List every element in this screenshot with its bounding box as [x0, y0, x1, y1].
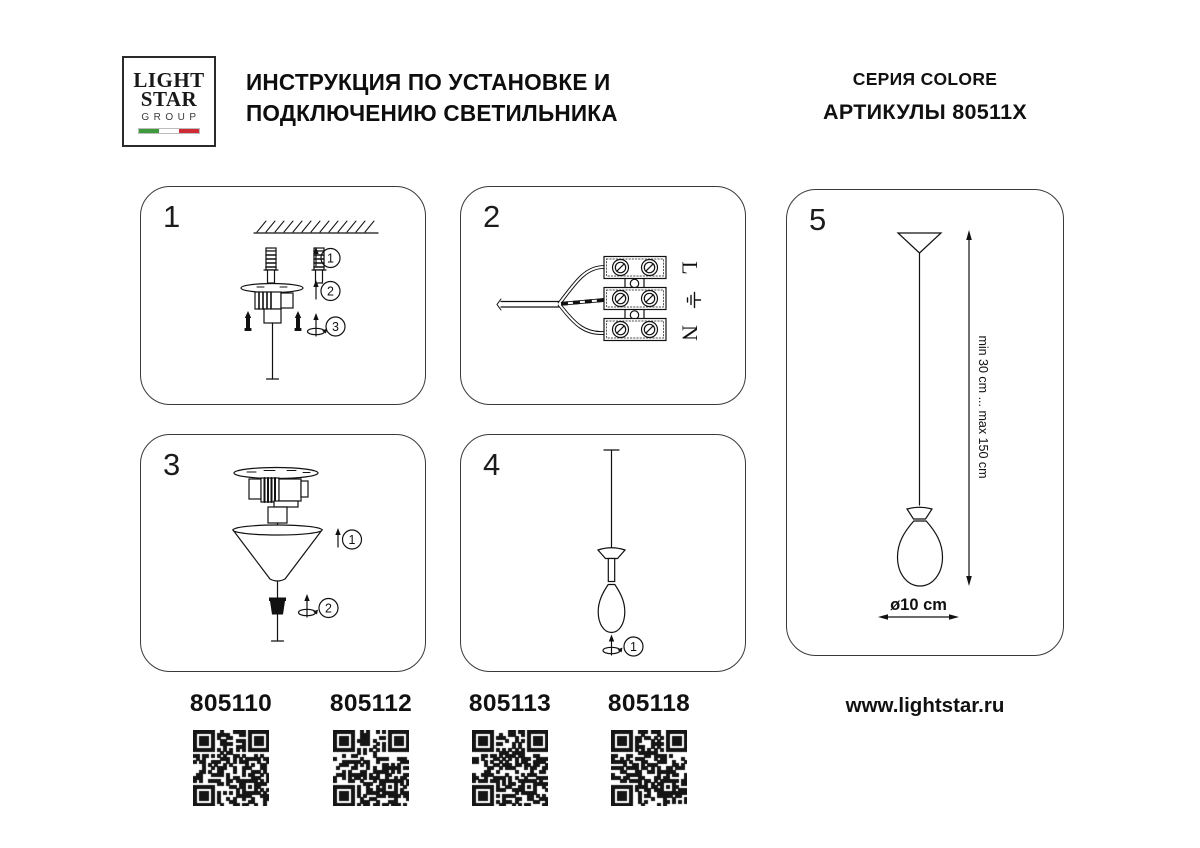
qr-code — [611, 730, 687, 806]
power-cable — [497, 299, 559, 310]
terminal-label-neutral: N — [677, 325, 703, 341]
title-line-2: ПОДКЛЮЧЕНИЮ СВЕТИЛЬНИКА — [246, 100, 618, 126]
article-number: 805112 — [329, 690, 413, 717]
panel-step-3 — [140, 434, 426, 672]
screw-icon — [295, 311, 302, 331]
cord-grip — [269, 598, 286, 615]
step1-diagram — [141, 187, 427, 406]
vertical-dimension-arrow — [966, 230, 972, 586]
ceiling-cone — [898, 233, 941, 253]
step-circle-label: 1 — [630, 640, 637, 654]
logo-star: STAR — [140, 87, 198, 111]
ceiling-hatch — [254, 221, 378, 233]
panel-step-4 — [460, 434, 746, 672]
step5-dimensions-diagram — [787, 190, 1065, 657]
step-number: 2 — [483, 199, 501, 234]
cord-cap — [907, 507, 932, 519]
flag-red — [179, 129, 199, 133]
article-column — [587, 690, 711, 806]
step3-diagram — [141, 435, 427, 673]
suspension-cord — [604, 450, 619, 547]
panel-step-1 — [140, 186, 426, 405]
article-number: 805118 — [607, 690, 691, 717]
drop-shade — [598, 585, 625, 633]
step-circle-label: 2 — [327, 284, 334, 299]
cord-cap — [598, 548, 625, 559]
dowel-anchor-icon — [264, 248, 278, 283]
flag-white — [159, 129, 179, 133]
panel-step-2 — [460, 186, 746, 405]
company-logo — [122, 56, 216, 147]
diameter-dimension-label: ø10 cm — [890, 596, 947, 614]
flag-green — [139, 129, 159, 133]
height-dimension-label: min 30 cm ... max 150 cm — [976, 335, 991, 479]
drop-shade — [898, 521, 943, 586]
article-column — [448, 690, 572, 806]
terminal-label-live: L — [677, 261, 703, 275]
terminal-block — [604, 257, 666, 341]
series-block — [786, 69, 1064, 125]
qr-code — [472, 730, 548, 806]
earth-symbol — [688, 293, 701, 308]
diameter-dimension-arrow — [878, 614, 959, 620]
logo-light: LIGHT — [133, 68, 205, 92]
articles-label: АРТИКУЛЫ 80511X — [823, 100, 1027, 124]
italian-flag-icon — [138, 128, 200, 134]
step-circle-label: 1 — [327, 251, 334, 266]
step-circle-label: 1 — [348, 533, 356, 547]
step4-diagram — [461, 435, 747, 673]
panel-step-5 — [786, 189, 1064, 656]
step-number: 3 — [163, 447, 181, 482]
article-number: 805113 — [468, 690, 552, 717]
website-url: www.lightstar.ru — [845, 694, 1005, 717]
suspension-cord — [267, 323, 279, 379]
step-marker-2 — [299, 594, 339, 618]
step2-wiring-diagram — [461, 187, 747, 406]
article-column — [309, 690, 433, 806]
qr-code — [193, 730, 269, 806]
logo-group: GROUP — [141, 112, 201, 123]
step-circle-label: 3 — [332, 320, 339, 334]
page-title — [246, 67, 618, 129]
step-number: 5 — [809, 202, 827, 237]
step-number: 4 — [483, 447, 501, 482]
step-circle-label: 2 — [325, 601, 332, 616]
qr-code — [333, 730, 409, 806]
screw-icon — [245, 311, 252, 331]
socket-stem — [608, 559, 614, 582]
series-label: СЕРИЯ COLORE — [852, 69, 998, 89]
article-column — [169, 690, 293, 806]
step-marker-1 — [603, 635, 643, 657]
wires — [559, 267, 604, 333]
step-number: 1 — [163, 199, 181, 234]
article-number: 805110 — [189, 690, 273, 717]
cone-shade — [233, 525, 322, 581]
title-line-1: ИНСТРУКЦИЯ ПО УСТАНОВКЕ И — [246, 69, 611, 95]
step-marker-3 — [308, 313, 346, 336]
mounting-plate — [234, 468, 318, 524]
